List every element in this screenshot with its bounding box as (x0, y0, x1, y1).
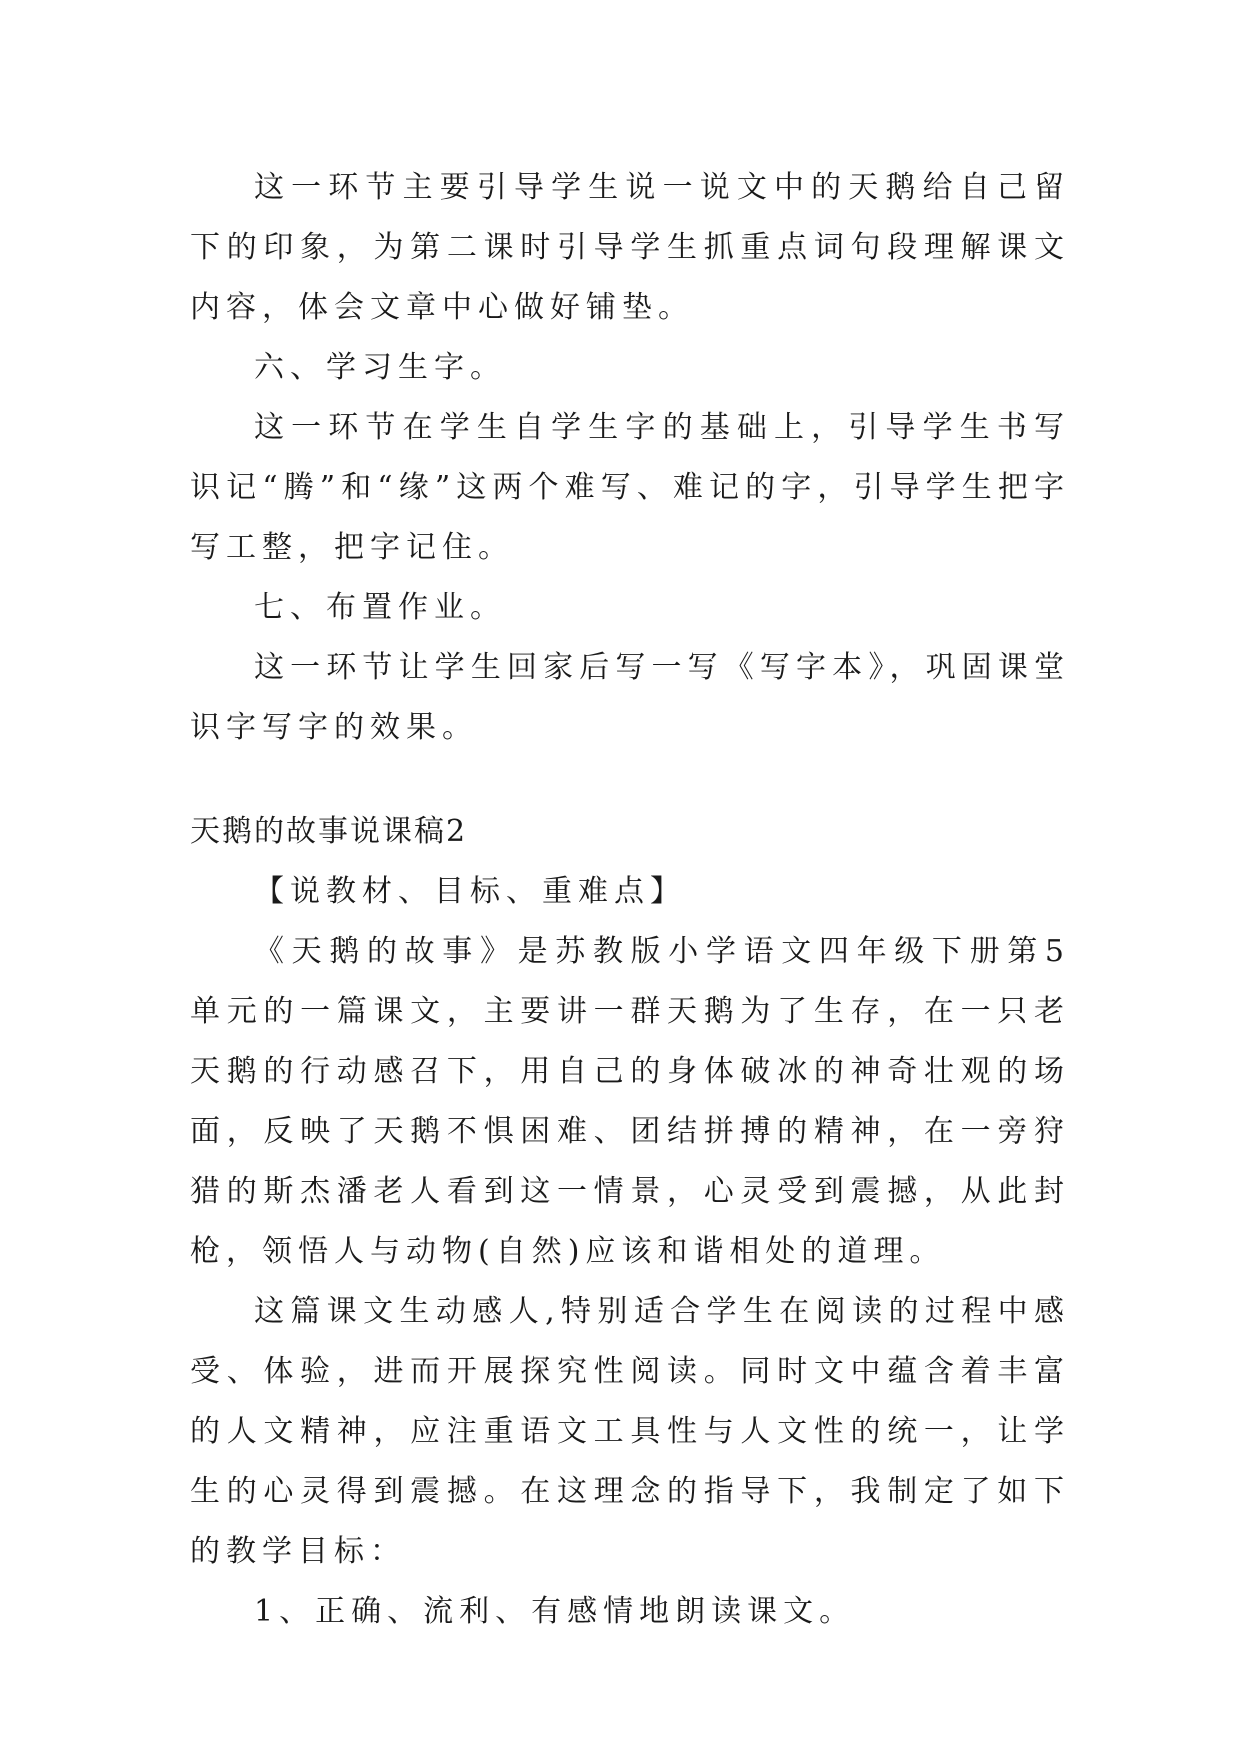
step-heading: 六、学习生字。 (254, 350, 506, 385)
document-body (190, 158, 1070, 1642)
paragraph: 这一环节主要引导学生说一说文中的天鹅给自己留下的印象，为第二课时引导学生抓重点词句段理解课文内容，体会文章中心做好铺垫。 (190, 170, 1070, 325)
step-heading: 七、布置作业。 (254, 590, 506, 625)
paragraph: 《天鹅的故事》是苏教版小学语文四年级下册第5单元的一篇课文，主要讲一群天鹅为了生存，在一只老天鹅的行动感召下，用自己的身体破冰的神奇壮观的场面，反映了天鹅不惧困难、团结拼搏的精神，在一旁狩猎的斯杰潘老人看到这一情景，心灵受到震撼，从此封枪，领悟人与动物(自然)应该和谐相处的道理。 (190, 934, 1070, 1269)
paragraph: 这篇课文生动感人,特别适合学生在阅读的过程中感受、体验，进而开展探究性阅读。同时文中蕴含着丰富的人文精神，应注重语文工具性与人文性的统一，让学生的心灵得到震撼。在这理念的指导下，我制定了如下的教学目标： (190, 1294, 1070, 1569)
subsection-heading: 【说教材、目标、重难点】 (254, 874, 686, 909)
list-item: 1、正确、流利、有感情地朗读课文。 (254, 1594, 856, 1629)
paragraph: 这一环节让学生回家后写一写《写字本》，巩固课堂识字写字的效果。 (190, 650, 1070, 745)
section-title: 天鹅的故事说课稿2 (190, 814, 468, 849)
paragraph: 这一环节在学生自学生字的基础上，引导学生书写识记“腾”和“缘”这两个难写、难记的字，引导学生把字写工整，把字记住。 (190, 410, 1070, 565)
